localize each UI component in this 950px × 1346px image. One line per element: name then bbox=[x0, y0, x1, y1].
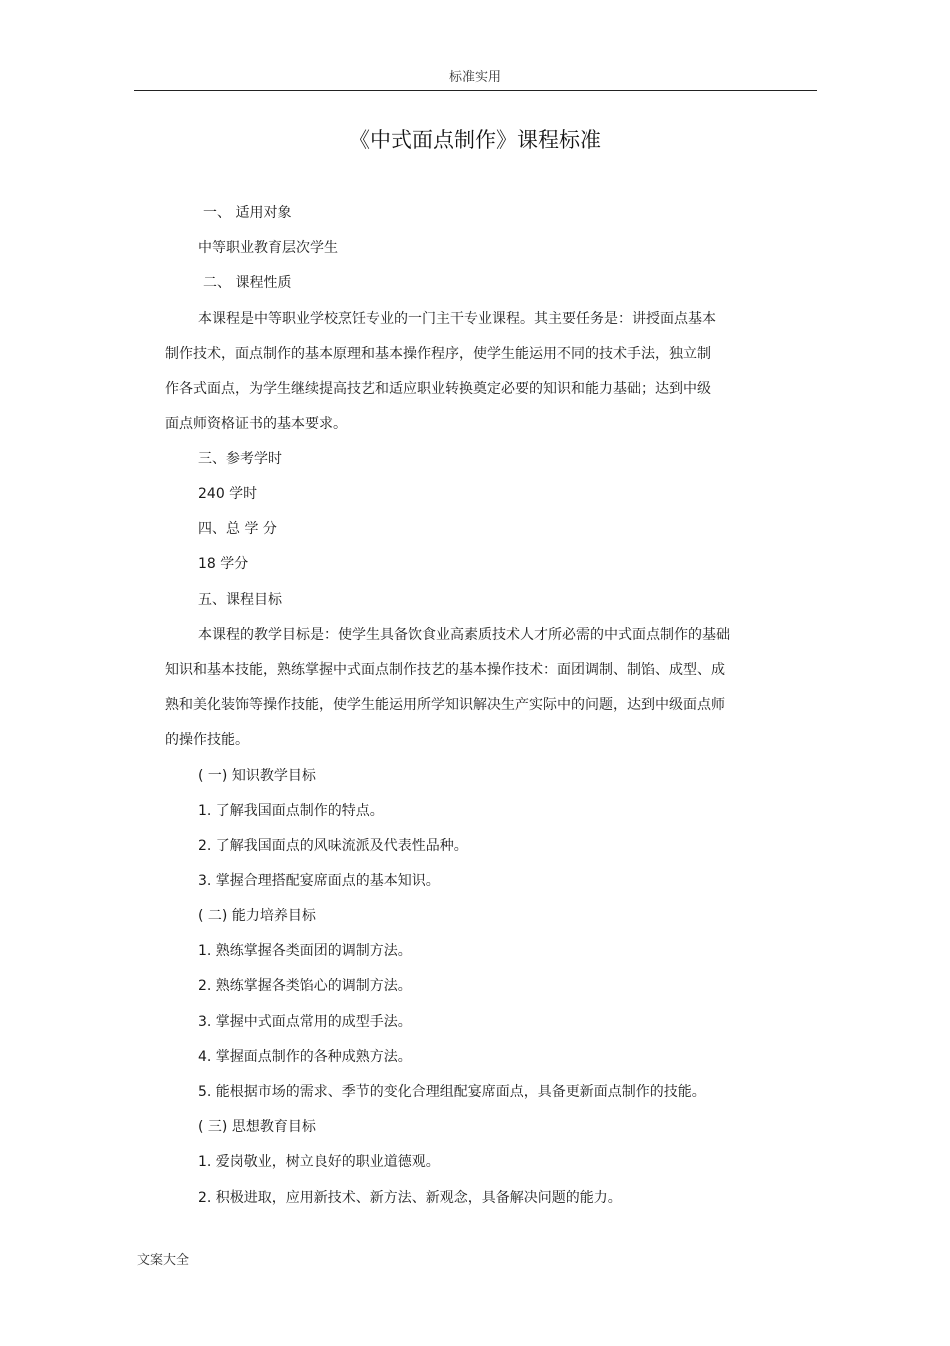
list-item: 1. 了解我国面点制作的特点。 bbox=[198, 803, 384, 819]
list-item: 2. 熟练掌握各类馅心的调制方法。 bbox=[198, 978, 412, 994]
body-line: 18 学分 bbox=[198, 556, 249, 572]
list-item: 1. 熟练掌握各类面团的调制方法。 bbox=[198, 943, 412, 959]
list-item: 2. 积极进取，应用新技术、新方法、新观念，具备解决问题的能力。 bbox=[198, 1190, 622, 1206]
paragraph-line: 作各式面点，为学生继续提高技艺和适应职业转换奠定必要的知识和能力基础；达到中级 bbox=[165, 381, 711, 397]
paragraph-line: 的操作技能。 bbox=[165, 732, 249, 748]
paragraph-line: 制作技术，面点制作的基本原理和基本操作程序，使学生能运用不同的技术手法，独立制 bbox=[165, 346, 711, 362]
section-heading: 二、 课程性质 bbox=[203, 275, 292, 291]
body-line: 中等职业教育层次学生 bbox=[198, 240, 338, 256]
subsection-heading: ( 一) 知识教学目标 bbox=[198, 768, 316, 784]
section-heading: 一、 适用对象 bbox=[203, 205, 292, 221]
section-heading: 四、总 学 分 bbox=[198, 521, 277, 537]
header-divider bbox=[134, 90, 817, 91]
list-item: 3. 掌握合理搭配宴席面点的基本知识。 bbox=[198, 873, 440, 889]
subsection-heading: ( 三) 思想教育目标 bbox=[198, 1119, 316, 1135]
section-heading: 五、课程目标 bbox=[198, 592, 282, 608]
list-item: 1. 爱岗敬业，树立良好的职业道德观。 bbox=[198, 1154, 440, 1170]
subsection-heading: ( 二) 能力培养目标 bbox=[198, 908, 316, 924]
page-header: 标准实用 bbox=[448, 70, 501, 85]
paragraph-line: 本课程的教学目标是：使学生具备饮食业高素质技术人才所必需的中式面点制作的基础 bbox=[198, 627, 730, 643]
paragraph-line: 面点师资格证书的基本要求。 bbox=[165, 416, 347, 432]
paragraph-line: 本课程是中等职业学校烹饪专业的一门主干专业课程。其主要任务是：讲授面点基本 bbox=[198, 311, 716, 327]
body-line: 240 学时 bbox=[198, 486, 258, 502]
list-item: 4. 掌握面点制作的各种成熟方法。 bbox=[198, 1049, 412, 1065]
paragraph-line: 知识和基本技能，熟练掌握中式面点制作技艺的基本操作技术：面团调制、制馅、成型、成 bbox=[165, 662, 725, 678]
list-item: 2. 了解我国面点的风味流派及代表性品种。 bbox=[198, 838, 468, 854]
page-footer: 文案大全 bbox=[137, 1253, 190, 1268]
paragraph-line: 熟和美化装饰等操作技能，使学生能运用所学知识解决生产实际中的问题，达到中级面点师 bbox=[165, 697, 725, 713]
document-title: 《中式面点制作》课程标准 bbox=[349, 128, 601, 152]
section-heading: 三、参考学时 bbox=[198, 451, 282, 467]
list-item: 5. 能根据市场的需求、季节的变化合理组配宴席面点，具备更新面点制作的技能。 bbox=[198, 1084, 706, 1100]
list-item: 3. 掌握中式面点常用的成型手法。 bbox=[198, 1014, 412, 1030]
